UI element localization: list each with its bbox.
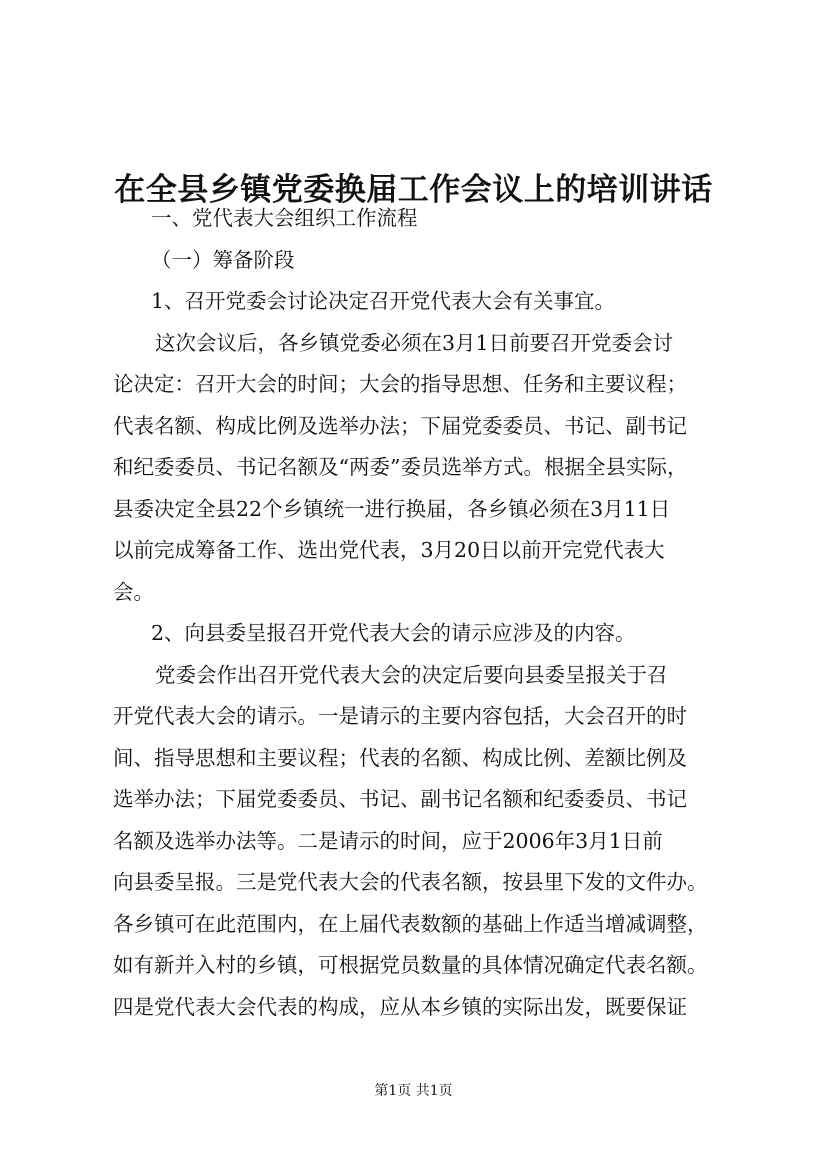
page-number: 第1页 共1页	[374, 1083, 453, 1099]
paragraph-line: 这次会议后，各乡镇党委必须在3月1日前要召开党委会讨	[155, 330, 674, 355]
paragraph-line: 县委决定全县22个乡镇统一进行换届，各乡镇必须在3月11日	[113, 496, 671, 521]
document-body	[113, 198, 713, 1028]
paragraph-line: 开党代表大会的请示。一是请示的主要内容包括，大会召开的时	[113, 704, 687, 728]
paragraph-line: 向县委呈报。三是党代表大会的代表名额，按县里下发的文件办。	[113, 870, 708, 894]
paragraph-line: 选举办法；下届党委委员、书记、副书记名额和纪委委员、书记	[113, 787, 687, 811]
paragraph-line: 间、指导思想和主要议程；代表的名额、构成比例、差额比例及	[113, 745, 687, 770]
paragraph-line: 会。	[113, 579, 154, 604]
section-heading: 一、党代表大会组织工作流程	[151, 206, 418, 230]
paragraph-line: 各乡镇可在此范围内，在上届代表数额的基础上作适当增减调整，	[113, 911, 708, 936]
subsection-heading: （一）筹备阶段	[151, 247, 295, 272]
document-title: 在全县乡镇党委换届工作会议上的培训讲话	[114, 171, 713, 208]
paragraph-line: 名额及选举办法等。二是请示的时间，应于2006年3月1日前	[113, 828, 663, 853]
paragraph-line: 如有新并入村的乡镇，可根据党员数量的具体情况确定代表名额。	[113, 953, 708, 977]
paragraph-line: 代表名额、构成比例及选举办法；下届党委委员、书记、副书记	[113, 413, 687, 438]
paragraph-line: 四是党代表大会代表的构成，应从本乡镇的实际出发，既要保证	[113, 994, 687, 1019]
paragraph-line: 论决定：召开大会的时间；大会的指导思想、任务和主要议程；	[113, 372, 687, 396]
paragraph-line: 以前完成筹备工作、选出党代表，3月20日以前开完党代表大	[113, 538, 665, 562]
item-heading-2: 2、向县委呈报召开党代表大会的请示应涉及的内容。	[151, 621, 636, 645]
item-heading-1: 1、召开党委会讨论决定召开党代表大会有关事宜。	[151, 289, 616, 313]
paragraph-line: 党委会作出召开党代表大会的决定后要向县委呈报关于召	[155, 662, 668, 687]
paragraph-line: 和纪委委员、书记名额及“两委”委员选举方式。根据全县实际，	[113, 455, 688, 479]
